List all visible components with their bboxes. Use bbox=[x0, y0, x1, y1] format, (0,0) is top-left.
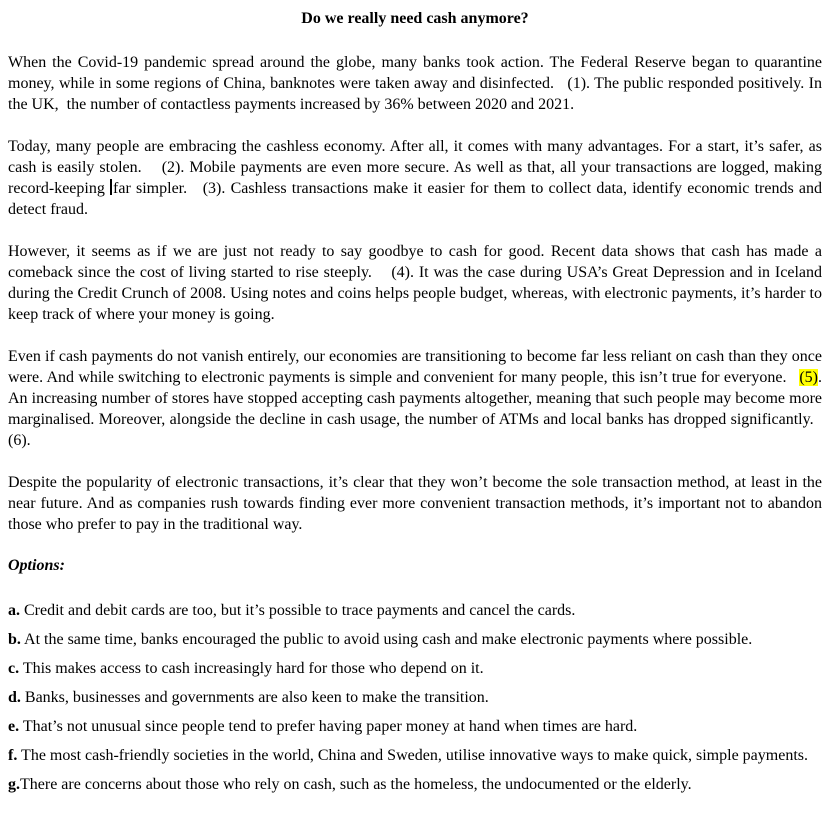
paragraph-text: Even if cash payments do not vanish entirely, our economies are transitioning to become far less reliant on cash than they once were. And while switching to electronic payments is simple and convenient for many people, this isn’t true for everyone. bbox=[8, 348, 822, 386]
paragraph-text: . The public responded positively. In the UK, the number of contactless payments increased by 36% between 2020 and 2021. bbox=[8, 75, 823, 113]
paragraph-3 bbox=[8, 241, 822, 325]
paragraph-text: . Mobile payments are even more secure. As well as that, all your transactions are logged, making record-keeping bbox=[8, 159, 823, 197]
option-letter: c. bbox=[8, 660, 20, 677]
option-a bbox=[8, 600, 822, 621]
option-letter: a. bbox=[8, 602, 20, 619]
paragraph-5 bbox=[8, 472, 822, 535]
paragraph-text: . bbox=[26, 432, 31, 449]
gap-marker-6[interactable]: (6) bbox=[8, 432, 27, 449]
options-heading: Options: bbox=[8, 557, 65, 574]
option-text: That’s not unusual since people tend to prefer having paper money at hand when times are hard. bbox=[19, 718, 638, 735]
option-b bbox=[8, 629, 822, 650]
paragraph-text: Today, many people are embracing the cashless economy. After all, it comes with many advantages. For a start, it’s safer, as cash is easily stolen. bbox=[8, 138, 822, 176]
option-text: Credit and debit cards are too, but it’s possible to trace payments and cancel the cards. bbox=[20, 602, 576, 619]
document-title: Do we really need cash anymore? bbox=[301, 10, 529, 27]
option-text: This makes access to cash increasingly hard for those who depend on it. bbox=[19, 660, 484, 677]
paragraph-2 bbox=[8, 136, 822, 220]
option-letter: f. bbox=[8, 747, 18, 764]
option-d bbox=[8, 687, 822, 708]
paragraph-text: . Cashless transactions make it easier for them to collect data, identify economic trends and detect fraud. bbox=[8, 180, 822, 218]
paragraph-1 bbox=[8, 52, 822, 115]
option-e bbox=[8, 716, 822, 737]
gap-marker-4[interactable]: (4) bbox=[391, 264, 410, 281]
gap-marker-1[interactable]: (1) bbox=[567, 75, 587, 92]
gap-marker-5-highlighted[interactable]: (5) bbox=[799, 369, 818, 386]
option-letter: d. bbox=[8, 689, 21, 706]
paragraph-text: far simpler. bbox=[113, 180, 203, 197]
paragraph-text: Despite the popularity of electronic transactions, it’s clear that they won’t become the sole transaction method, at least in the near future. And as companies rush towards finding ever more convenient transaction methods, it’s important not to abandon those who prefer to pay in the traditional way. bbox=[8, 474, 822, 533]
option-text: There are concerns about those who rely on cash, such as the homeless, the undocumented or the elderly. bbox=[20, 776, 692, 793]
gap-marker-3[interactable]: (3) bbox=[202, 180, 222, 197]
paragraph-4 bbox=[8, 346, 822, 451]
options-list bbox=[8, 600, 822, 795]
gap-marker-2[interactable]: (2) bbox=[161, 159, 181, 176]
option-text: The most cash-friendly societies in the world, China and Sweden, utilise innovative ways to make quick, simple payments. bbox=[17, 747, 808, 764]
option-text: Banks, businesses and governments are also keen to make the transition. bbox=[20, 689, 489, 706]
option-letter: g. bbox=[8, 776, 20, 793]
option-text: At the same time, banks encouraged the public to avoid using cash and make electronic payments where possible. bbox=[20, 631, 753, 648]
paragraph-text: However, it seems as if we are just not ready to say goodbye to cash for good. Recent data shows that cash has made a comeback since the cost of living started to rise steeply. bbox=[8, 243, 822, 281]
text-cursor bbox=[110, 179, 112, 195]
paragraphs bbox=[8, 52, 822, 535]
paragraph-text: When the Covid-19 pandemic spread around the globe, many banks took action. The Federal Reserve began to quarantine money, while in some regions of China, banknotes were taken away and disinfected. bbox=[8, 54, 822, 92]
option-letter: b. bbox=[8, 631, 21, 648]
paragraph-text: . It was the case during USA’s Great Depression and in Iceland during the Credit Crunch of 2008. Using notes and coins helps people budget, whereas, with electronic payments, it’s harder to keep track of where your money is going. bbox=[8, 264, 822, 323]
option-g bbox=[8, 774, 822, 795]
option-c bbox=[8, 658, 822, 679]
option-letter: e. bbox=[8, 718, 20, 735]
option-f bbox=[8, 745, 822, 766]
paragraph-text: . An increasing number of stores have stopped accepting cash payments altogether, meaning that such people may become more marginalised. Moreover, alongside the decline in cash usage, the number of ATMs and local banks has dropped significantly. bbox=[8, 369, 822, 428]
